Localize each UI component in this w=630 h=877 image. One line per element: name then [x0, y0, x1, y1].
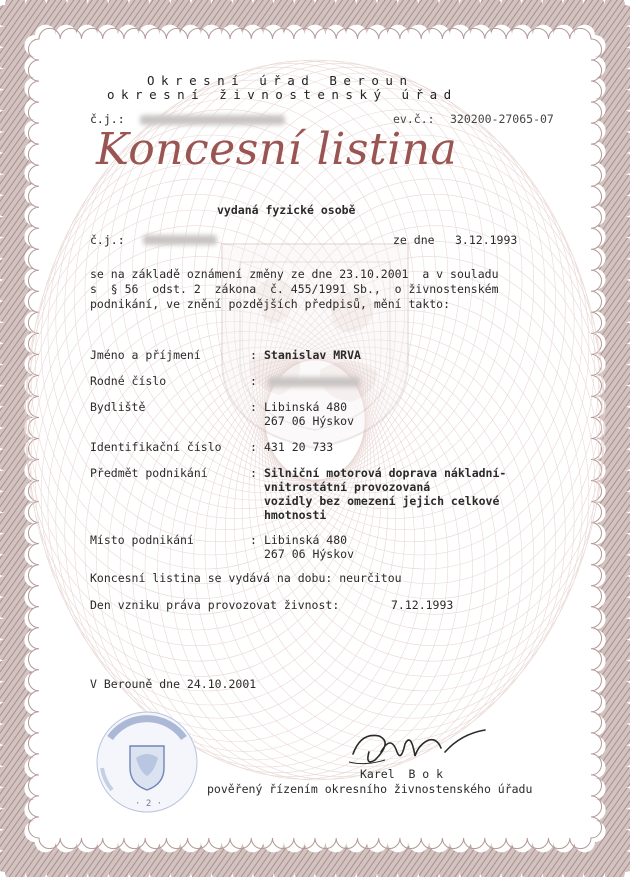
- business-subject-line-2: vnitrostátní provozovaná: [264, 480, 431, 494]
- birth-number-label: Rodné číslo: [90, 374, 167, 388]
- office-name: Okresní úřad Beroun: [147, 73, 414, 88]
- business-place-label: Místo podnikání: [90, 533, 194, 547]
- right-origin-date: 7.12.1993: [391, 598, 454, 612]
- document-title: Koncesní listina: [96, 124, 458, 175]
- intro-line-3: podnikání, ve znění pozdějších předpisů, mění takto:: [90, 297, 451, 311]
- place-and-date: V Berouně dne 24.10.2001: [90, 677, 257, 691]
- birth-number-colon: :: [250, 374, 257, 388]
- name-label: Jméno a příjmení: [90, 348, 201, 362]
- business-place-colon: :: [250, 533, 257, 547]
- address-line-1: Libinská 480: [264, 400, 348, 414]
- office-department: okresní živnostenský úřad: [107, 87, 458, 102]
- business-subject-line-4: hmotnosti: [264, 508, 327, 522]
- business-subject-line-1: Silniční motorová doprava nákladní-: [264, 466, 507, 480]
- redacted-issued-case-number: [143, 235, 217, 245]
- ev-number: 320200-27065-07: [450, 112, 554, 126]
- id-number-label: Identifikační číslo: [90, 440, 222, 454]
- address-colon: :: [250, 400, 257, 414]
- signatory-name: Karel B o k: [360, 767, 444, 781]
- right-origin-label: Den vzniku práva provozovat živnost:: [90, 598, 340, 612]
- stamp-number: · 2 ·: [135, 799, 163, 809]
- issued-to: vydaná fyzické osobě: [217, 203, 356, 217]
- address-line-2: 267 06 Hýskov: [264, 414, 355, 428]
- name-colon: :: [250, 348, 257, 362]
- business-subject-line-3: vozidly bez omezení jejich celkové: [264, 494, 500, 508]
- address-label: Bydliště: [90, 400, 146, 414]
- id-number-value: 431 20 733: [264, 440, 334, 454]
- issued-date: 3.12.1993: [455, 233, 518, 247]
- name-value: Stanislav MRVA: [264, 348, 361, 362]
- intro-line-1: se na základě oznámení změny ze dne 23.10.2001 a v souladu: [90, 267, 499, 281]
- case-number-label: č.j.:: [90, 112, 125, 126]
- signatory-role: pověřený řízením okresního živnostenského úřadu: [207, 782, 533, 796]
- validity-statement: Koncesní listina se vydává na dobu: neurčitou: [90, 571, 402, 585]
- issued-date-prefix: ze dne: [393, 233, 435, 247]
- business-subject-colon: :: [250, 466, 257, 480]
- intro-line-2: s § 56 odst. 2 zákona č. 455/1991 Sb., o živnostenském: [90, 282, 499, 296]
- redacted-birth-number: [268, 377, 360, 387]
- business-subject-label: Předmět podnikání: [90, 466, 208, 480]
- id-number-colon: :: [250, 440, 257, 454]
- issued-case-label: č.j.:: [90, 233, 125, 247]
- business-place-line-2: 267 06 Hýskov: [264, 547, 355, 561]
- ev-number-label: ev.č.:: [393, 112, 435, 126]
- handwritten-signature: [345, 722, 495, 770]
- business-place-line-1: Libinská 480: [264, 533, 348, 547]
